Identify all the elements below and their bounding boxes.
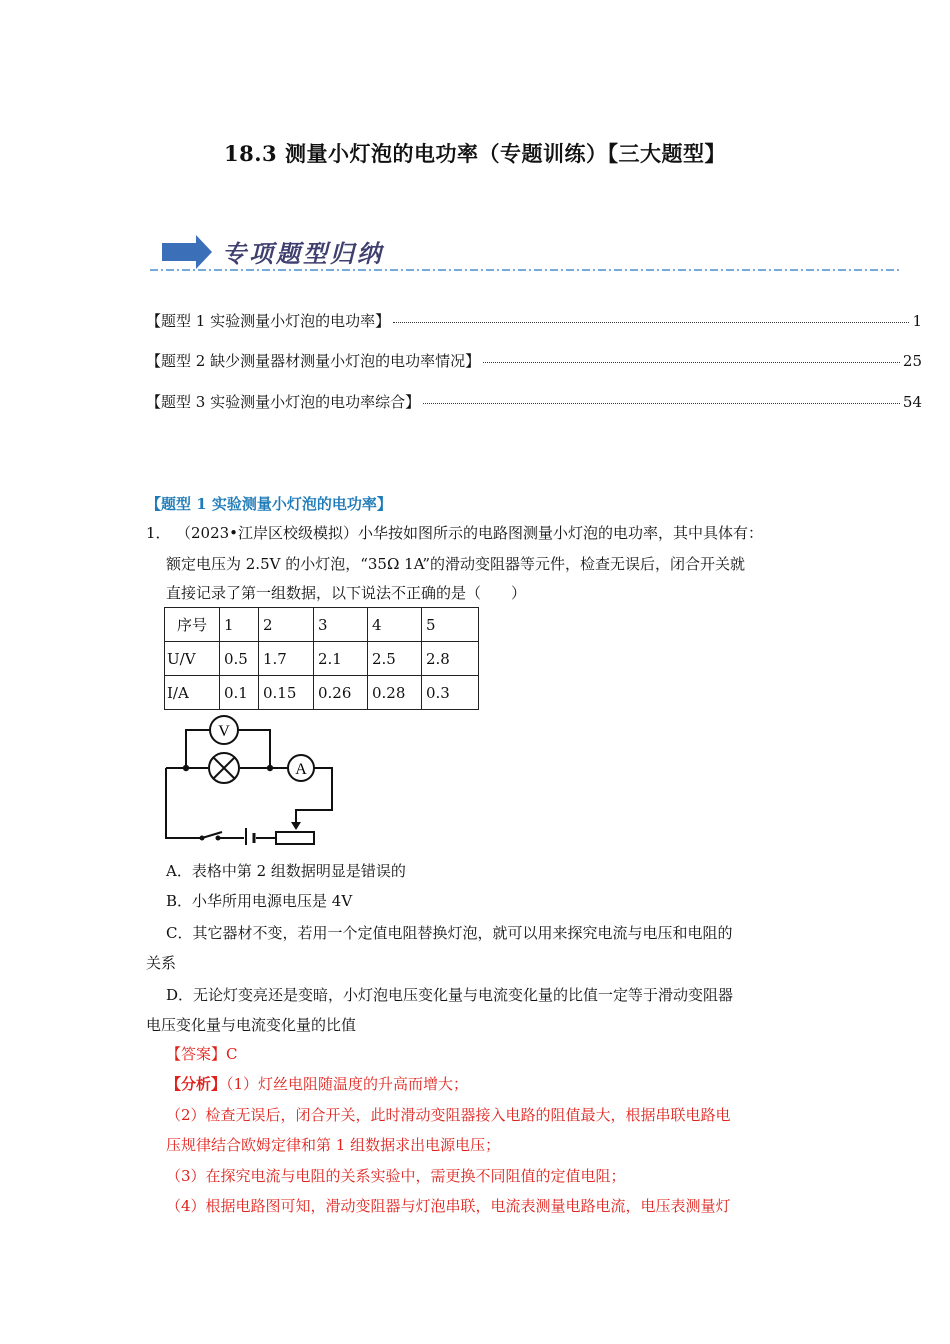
section-heading: 【题型 1 实验测量小灯泡的电功率】 (146, 495, 392, 513)
toc-entry[interactable] (146, 310, 922, 331)
answer-tag: 【答案】 (166, 1045, 227, 1063)
table-cell: 序号 (165, 608, 220, 642)
analysis-tag: 【分析】 (166, 1075, 227, 1093)
voltmeter-icon (210, 716, 238, 744)
table-cell: 1.7 (259, 642, 314, 676)
answer-value: C (226, 1045, 238, 1063)
table-cell: 0.3 (422, 676, 479, 710)
analysis-line (166, 1073, 468, 1094)
toc-entry[interactable] (146, 391, 922, 412)
wire (314, 810, 332, 838)
analysis-line: 压规律结合欧姆定律和第 1 组数据求出电源电压； (166, 1136, 501, 1154)
toc-label: 【题型 2 缺少测量器材测量小灯泡的电功率情况】 (146, 352, 481, 370)
junction-dot (267, 765, 273, 771)
toc-label: 【题型 3 实验测量小灯泡的电功率综合】 (146, 393, 421, 411)
toc-page: 54 (902, 393, 922, 411)
page-title: 18.3 测量小灯泡的电功率（专题训练）【三大题型】 (224, 141, 726, 166)
wire (166, 768, 202, 838)
option-c[interactable]: C．其它器材不变，若用一个定值电阻替换灯泡，就可以用来探究电流与电压和电阻的 (166, 924, 733, 942)
toc-page: 1 (912, 312, 922, 330)
data-table (164, 607, 479, 710)
question-text: 额定电压为 2.5V 的小灯泡，“35Ω 1A”的滑动变阻器等元件，检查无误后，闭合开关就 (166, 555, 746, 573)
analysis-line: （2）检查无误后，闭合开关，此时滑动变阻器接入电路的阻值最大，根据串联电路电 (166, 1106, 731, 1124)
answer-line (166, 1043, 238, 1064)
table-cell: 0.15 (259, 676, 314, 710)
table-row (165, 676, 479, 710)
table-cell: 0.1 (220, 676, 259, 710)
table-cell: 0.26 (314, 676, 368, 710)
ammeter-label: A (295, 761, 307, 778)
table-cell: 2.5 (368, 642, 422, 676)
table-cell: 2.1 (314, 642, 368, 676)
rheostat-icon (276, 822, 314, 844)
question-text: 直接记录了第一组数据，以下说法不正确的是（ ） (166, 584, 527, 602)
toc-page: 25 (902, 352, 922, 370)
circuit-diagram (160, 710, 350, 845)
option-d[interactable]: D．无论灯变亮还是变暗，小灯泡电压变化量与电流变化量的比值一定等于滑动变阻器 (166, 986, 734, 1004)
table-cell: I/A (165, 676, 220, 710)
question-text: （2023•江岸区校级模拟）小华按如图所示的电路图测量小灯泡的电功率，其中具体有： (176, 524, 764, 542)
switch-icon (200, 836, 205, 841)
option-c-continued: 关系 (146, 954, 177, 972)
banner-arrow-icon (162, 235, 212, 269)
junction-dot (183, 765, 189, 771)
voltmeter-label: V (218, 723, 230, 740)
toc-leader (393, 322, 909, 323)
table-cell: 0.28 (368, 676, 422, 710)
ammeter-icon (288, 755, 314, 781)
toc-entry[interactable] (146, 350, 922, 371)
toc-label: 【题型 1 实验测量小灯泡的电功率】 (146, 312, 391, 330)
option-a[interactable]: A．表格中第 2 组数据明显是错误的 (166, 862, 406, 880)
toc-leader (483, 362, 900, 363)
table-cell: 0.5 (220, 642, 259, 676)
toc-leader (423, 403, 900, 404)
analysis-text: （1）灯丝电阻随温度的升高而增大； (226, 1075, 469, 1093)
option-d-continued: 电压变化量与电流变化量的比值 (146, 1016, 357, 1034)
lamp-icon (209, 753, 239, 783)
table-cell: 3 (314, 608, 368, 642)
table-row (165, 608, 479, 642)
table-cell: U/V (165, 642, 220, 676)
analysis-line: （4）根据电路图可知，滑动变阻器与灯泡串联，电流表测量电路电流，电压表测量灯 (166, 1197, 731, 1215)
question-number: 1． (146, 524, 171, 542)
table-cell: 5 (422, 608, 479, 642)
wire (186, 730, 210, 768)
wire (238, 730, 270, 768)
battery-icon (246, 828, 254, 845)
option-b[interactable]: B．小华所用电源电压是 4V (166, 892, 353, 910)
table-cell: 2 (259, 608, 314, 642)
table-cell: 1 (220, 608, 259, 642)
table-cell: 2.8 (422, 642, 479, 676)
banner-title: 专项题型归纳 (222, 239, 384, 268)
switch-contact (216, 836, 221, 841)
analysis-line: （3）在探究电流与电阻的关系实验中，需更换不同阻值的定值电阻； (166, 1167, 626, 1185)
table-row (165, 642, 479, 676)
table-cell: 4 (368, 608, 422, 642)
